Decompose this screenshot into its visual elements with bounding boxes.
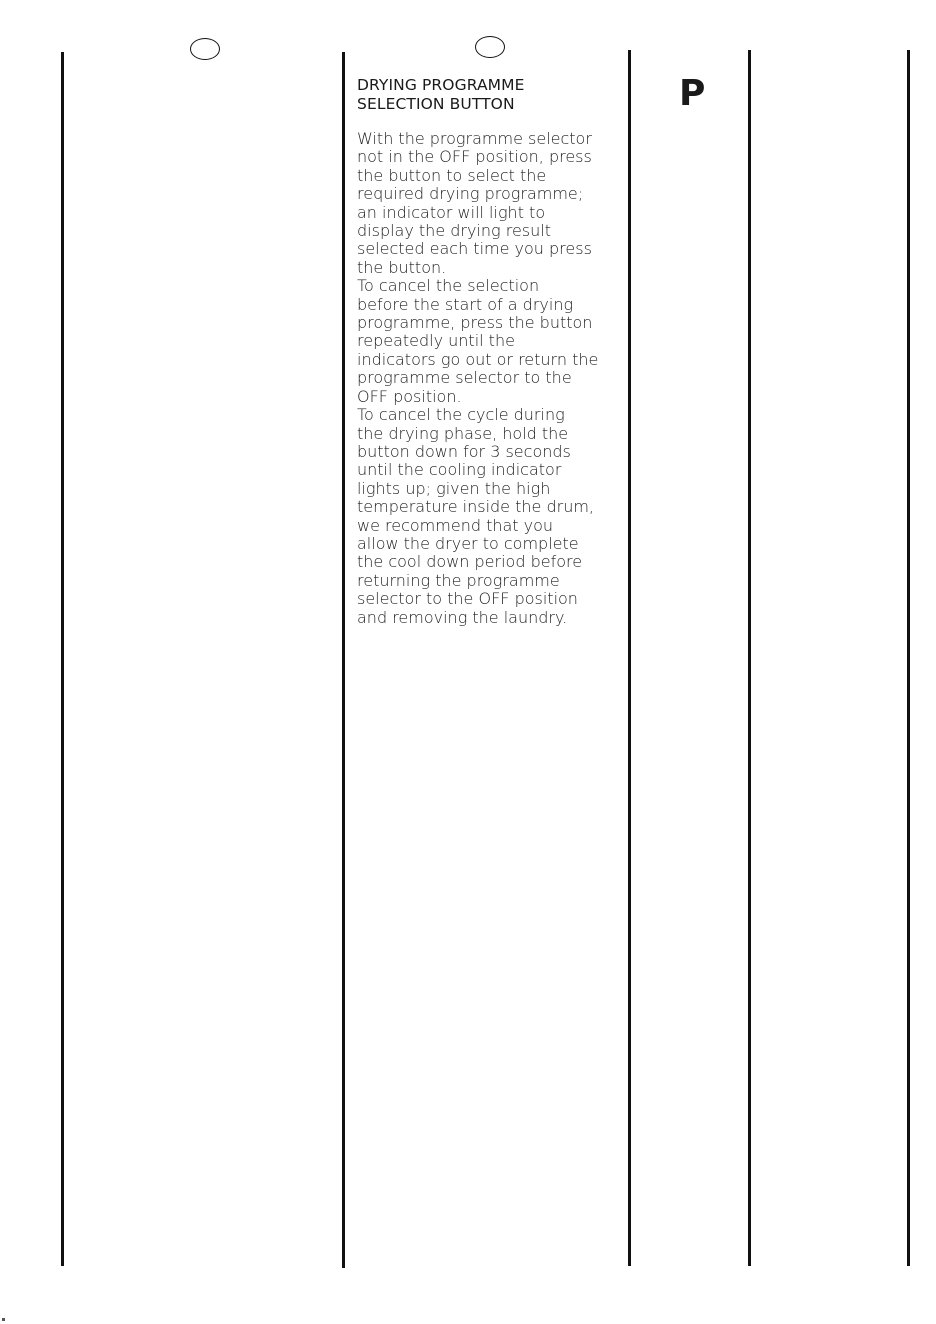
body-line: the drying phase, hold the [357, 423, 569, 443]
body-line: the button. [357, 257, 447, 277]
body-line: before the start of a drying [357, 294, 574, 314]
column-divider-left [61, 52, 64, 1266]
body-line: the button to select the [357, 165, 547, 185]
body-line: OFF position. [357, 386, 462, 406]
section-heading-line: DRYING PROGRAMME [357, 76, 525, 94]
column-divider-center-right [628, 50, 631, 1266]
body-line: programme selector to the [357, 368, 572, 388]
body-line: display the drying result [357, 221, 551, 241]
body-line: programme, press the button [357, 313, 593, 333]
body-line: not in the OFF position, press [357, 147, 592, 167]
section-body [357, 130, 619, 627]
body-line: selected each time you press [357, 239, 592, 259]
body-line: lights up; given the high [357, 478, 551, 498]
body-line: repeatedly until the [357, 331, 515, 351]
body-line: To cancel the cycle during [357, 405, 565, 425]
body-line: we recommend that you [357, 515, 554, 535]
body-line: selector to the OFF position [357, 589, 578, 609]
column-divider-center-left [342, 52, 345, 1268]
body-line: the cool down period before [357, 552, 583, 572]
body-line: until the cooling indicator [357, 460, 562, 480]
column-divider-right [907, 50, 910, 1266]
section-heading [357, 76, 617, 114]
body-line: required drying programme; [357, 184, 584, 204]
body-line: temperature inside the drum, [357, 497, 594, 517]
body-line: returning the programme [357, 570, 560, 590]
scan-corner-mark [2, 1318, 5, 1321]
language-marker-circle-middle [475, 36, 505, 58]
body-line: button down for 3 seconds [357, 441, 571, 461]
body-line: and removing the laundry. [357, 607, 568, 627]
body-line: an indicator will light to [357, 202, 546, 222]
body-line: With the programme selector [357, 129, 592, 148]
body-line: To cancel the selection [357, 276, 540, 296]
language-marker-circle-left [190, 38, 220, 60]
column-divider-narrow [748, 50, 751, 1266]
section-heading-line: SELECTION BUTTON [357, 95, 515, 113]
body-line: indicators go out or return the [357, 349, 599, 369]
language-marker-letter: P [679, 73, 706, 114]
body-line: allow the dryer to complete [357, 533, 579, 553]
